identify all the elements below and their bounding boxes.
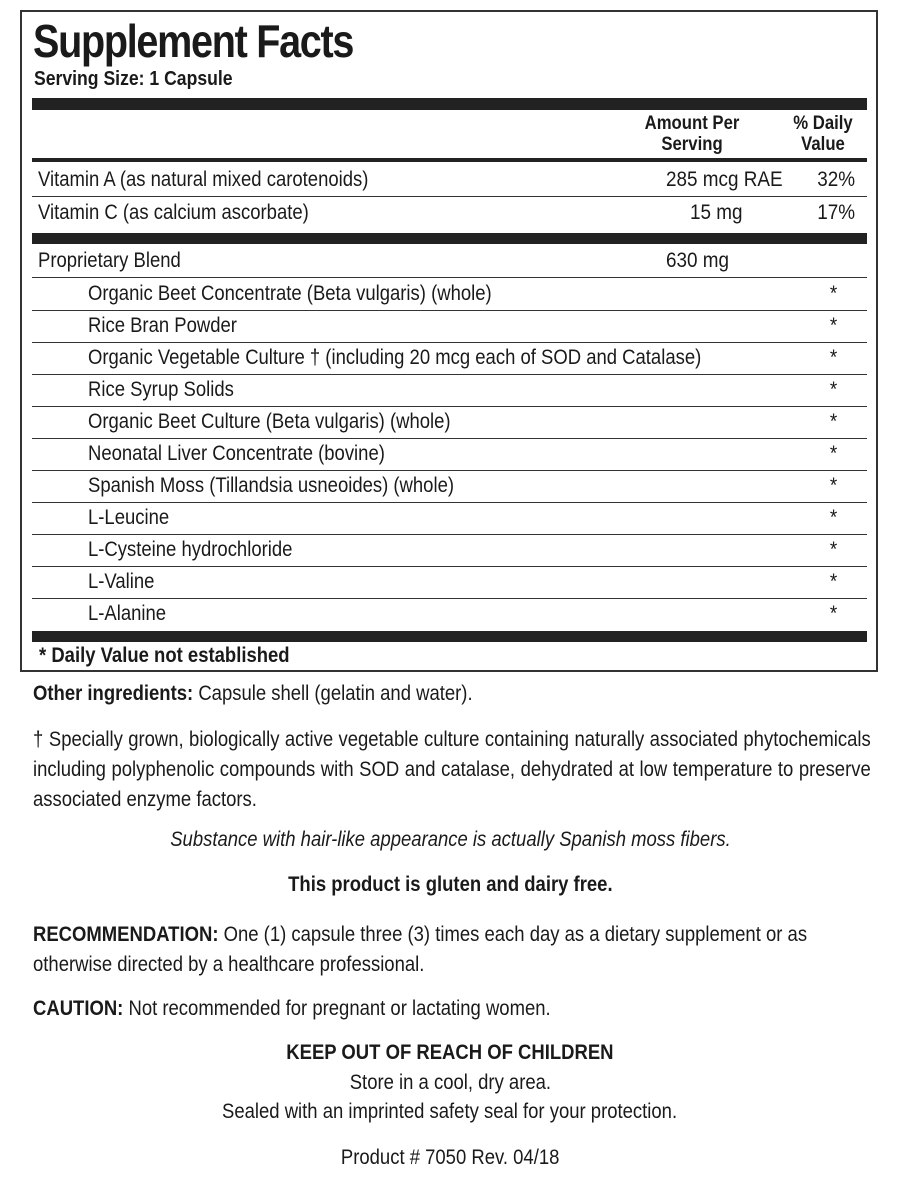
blend-item-daily-value: * <box>829 506 837 529</box>
blend-item-daily-value: * <box>829 346 837 369</box>
blend-item-name: Spanish Moss (Tillandsia usneoides) (whole) <box>88 474 455 497</box>
blend-item-daily-value: * <box>829 282 837 305</box>
blend-amount: 630 mg <box>666 249 730 272</box>
blend-item-row <box>32 374 867 407</box>
blend-item-daily-value: * <box>829 378 837 401</box>
amount-per-serving-header: Amount Per Serving <box>644 113 740 155</box>
daily-value-header: % Daily Value <box>793 113 853 155</box>
supplement-facts-panel <box>20 10 878 672</box>
top-thick-rule <box>32 98 867 110</box>
serving-size: Serving Size: 1 Capsule <box>34 68 233 90</box>
gluten-dairy-note: This product is gluten and dairy free. <box>287 873 613 896</box>
blend-item-row <box>32 310 867 343</box>
recommendation-text: One (1) capsule three (3) times each day as a dietary supplement or as otherwise directed by a healthcare professional. <box>33 923 808 976</box>
blend-item-daily-value: * <box>829 314 837 337</box>
nutrient-row-vitamin-c <box>32 197 867 229</box>
blend-item-row <box>32 598 867 630</box>
blend-item-name: L-Alanine <box>88 602 167 625</box>
moss-note: Substance with hair-like appearance is actually Spanish moss fibers. <box>169 828 731 851</box>
blend-item-row <box>32 502 867 535</box>
caution-text: Not recommended for pregnant or lactating women. <box>128 997 551 1020</box>
nutrient-amount: 15 mg <box>690 201 743 224</box>
product-info: Product # 7050 Rev. 04/18 <box>340 1146 560 1169</box>
blend-item-row <box>32 470 867 503</box>
blend-item-row <box>32 342 867 375</box>
blend-item-row <box>32 438 867 471</box>
blend-item-name: L-Cysteine hydrochloride <box>88 538 293 561</box>
blend-item-name: Organic Beet Culture (Beta vulgaris) (whole) <box>88 410 451 433</box>
recommendation <box>33 920 871 980</box>
dagger-note: † Specially grown, biologically active vegetable culture containing naturally associated phytochemicals including polyphenolic compounds with SOD and catalase, dehydrated at low temperature to preserve associated enzyme factors. <box>33 728 871 811</box>
seal-note: Sealed with an imprinted safety seal for your protection. <box>222 1100 678 1123</box>
blend-item-daily-value: * <box>829 410 837 433</box>
nutrient-name: Vitamin C (as calcium ascorbate) <box>38 201 309 224</box>
blend-item-name: Neonatal Liver Concentrate (bovine) <box>88 442 385 465</box>
blend-item-daily-value: * <box>829 602 837 625</box>
keep-out-warning: KEEP OUT OF REACH OF CHILDREN <box>286 1041 614 1064</box>
daily-value-footnote: * Daily Value not established <box>39 644 290 667</box>
proprietary-blend-row <box>32 245 867 278</box>
blend-item-name: L-Leucine <box>88 506 170 529</box>
blend-item-daily-value: * <box>829 570 837 593</box>
blend-item-daily-value: * <box>829 474 837 497</box>
blend-item-name: L-Valine <box>88 570 155 593</box>
blend-item-daily-value: * <box>829 442 837 465</box>
nutrient-amount: 285 mcg RAE <box>666 168 783 191</box>
nutrient-row-vitamin-a <box>32 164 867 197</box>
other-ingredients-label: Other ingredients: <box>33 682 194 705</box>
blend-item-row <box>32 406 867 439</box>
caution <box>33 994 871 1024</box>
nutrient-daily-value: 32% <box>817 168 855 191</box>
blend-name: Proprietary Blend <box>38 249 181 272</box>
other-ingredients <box>33 679 871 709</box>
storage-note: Store in a cool, dry area. <box>349 1071 551 1094</box>
recommendation-label: RECOMMENDATION: <box>33 923 219 946</box>
mid-thick-rule <box>32 233 867 244</box>
blend-item-row <box>32 566 867 599</box>
nutrient-daily-value: 17% <box>817 201 855 224</box>
blend-item-name: Rice Syrup Solids <box>88 378 234 401</box>
header-rule <box>32 158 867 162</box>
blend-item-row <box>32 278 867 311</box>
blend-item-name: Rice Bran Powder <box>88 314 237 337</box>
blend-item-daily-value: * <box>829 538 837 561</box>
bottom-thick-rule <box>32 631 867 642</box>
blend-item-name: Organic Beet Concentrate (Beta vulgaris) (whole) <box>88 282 492 305</box>
nutrient-name: Vitamin A (as natural mixed carotenoids) <box>38 168 369 191</box>
blend-item-name: Organic Vegetable Culture † (including 20 mcg each of SOD and Catalase) <box>88 346 702 369</box>
caution-label: CAUTION: <box>33 997 124 1020</box>
other-ingredients-text: Capsule shell (gelatin and water). <box>198 682 473 705</box>
blend-item-row <box>32 534 867 567</box>
panel-title: Supplement Facts <box>33 15 354 67</box>
